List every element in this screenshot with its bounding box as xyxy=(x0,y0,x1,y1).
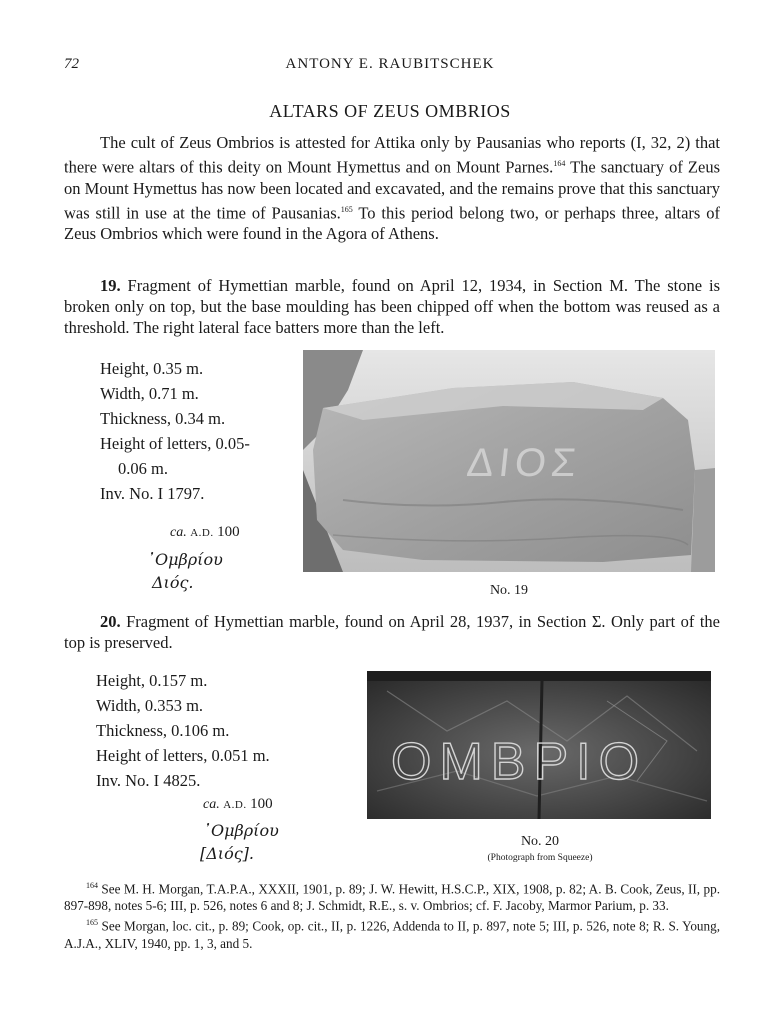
entry-20-date xyxy=(203,796,273,813)
entry-19-letter-height: Height of letters, 0.05- xyxy=(100,434,250,453)
entry-19-greek-line-1: ᾿Ομβρίου xyxy=(147,550,223,569)
entry-20-date-ad: A.D. xyxy=(223,799,247,811)
entry-19-description xyxy=(64,275,720,338)
entry-20-letter-height: Height of letters, 0.051 m. xyxy=(96,746,270,765)
entry-19-date-ca: ca. xyxy=(170,525,187,540)
running-head: ANTONY E. RAUBITSCHEK xyxy=(285,56,495,72)
page-number: 72 xyxy=(64,56,79,72)
entry-19-width: Width, 0.71 m. xyxy=(100,384,199,403)
intro-paragraph xyxy=(64,132,720,244)
intro-text-3: To this period belong two, or perhaps three, altars of Zeus Ombrios which were found in the Agora of Athens. xyxy=(64,203,720,243)
entry-20-thickness: Thickness, 0.106 m. xyxy=(96,721,230,740)
entry-20-width: Width, 0.353 m. xyxy=(96,696,204,715)
footnote-164 xyxy=(64,877,720,914)
entry-19-date-year: 100 xyxy=(217,524,240,540)
entry-20-number: 20. xyxy=(100,612,121,631)
photo-20-subcaption: (Photograph from Squeeze) xyxy=(487,853,593,863)
footnote-ref-165: 165 xyxy=(340,204,353,214)
entry-20-description xyxy=(64,611,720,653)
entry-20-date-ca: ca. xyxy=(203,797,220,812)
entry-19-letter-height-cont: 0.06 m. xyxy=(118,459,168,478)
photo-19-image xyxy=(303,350,715,572)
photo-no-19 xyxy=(303,350,715,572)
photo-20-caption: No. 20 xyxy=(520,834,560,849)
entry-19-specs xyxy=(100,356,250,506)
entry-20-inventory: Inv. No. I 4825. xyxy=(96,771,201,790)
entry-20-height: Height, 0.157 m. xyxy=(96,671,208,690)
entry-19-text: Fragment of Hymettian marble, found on April 12, 1934, in Section M. The stone is broken only on top, but the base moulding has been chipped off when the bottom was reused as a threshold. The right lateral face batters more than the left. xyxy=(64,276,720,337)
footnote-165-marker: 165 xyxy=(86,918,98,928)
intro-text-2: The sanctuary of Zeus on Mount Hymettus has now been located and excavated, and the remains prove that this sanctuary was still in use at the time of Pausanias. xyxy=(64,157,720,222)
footnote-164-marker: 164 xyxy=(86,881,98,890)
photo-20-image xyxy=(367,671,711,819)
entry-19-thickness: Thickness, 0.34 m. xyxy=(100,409,226,428)
photo-19-caption: No. 19 xyxy=(489,583,529,598)
footnote-ref-164: 164 xyxy=(553,159,566,168)
entry-20-greek-line-2: [Διός]. xyxy=(200,844,254,863)
entry-20-specs xyxy=(96,668,270,793)
photo-20-inscription: ΟΜΒΡΙΟ xyxy=(391,733,648,791)
section-title: ALTARS OF ZEUS OMBRIOS xyxy=(269,101,511,121)
photo-no-20 xyxy=(367,671,711,819)
footnote-165-text: See Morgan, loc. cit., p. 89; Cook, op. cit., II, p. 1226, Addenda to II, p. 897, note 5; III, p. 526, note 8; R. S. Young, A.J.A., XLIV, 1940, pp. 1, 3, and 5. xyxy=(64,918,720,951)
footnote-165 xyxy=(64,914,720,951)
entry-19-date-ad: A.D. xyxy=(190,527,214,539)
entry-19-date xyxy=(170,524,240,541)
entry-20-greek-line-1: ᾿Ομβρίου xyxy=(203,821,279,840)
footnotes xyxy=(64,877,720,952)
entry-20-date-year: 100 xyxy=(250,796,273,812)
entry-19-inventory: Inv. No. I 1797. xyxy=(100,484,205,503)
intro-text-1: The cult of Zeus Ombrios is attested for Attika only by Pausanias who reports (I, 32, 2) that there were altars of this deity on Mount Hymettus and on Mount Parnes. xyxy=(64,133,720,177)
entry-19-number: 19. xyxy=(100,276,121,295)
footnote-164-text: See M. H. Morgan, T.A.P.A., XXXII, 1901, p. 89; J. W. Hewitt, H.S.C.P., XIX, 1908, p. 82; A. B. Cook, Zeus, II, pp. 897-898, notes 5-6; III, p. 526, notes 6 and 8; J. Schmidt, R.E., s. v. Ombrios; cf. F. Jacoby, Marmor Parium, p. 33. xyxy=(64,881,720,914)
entry-19-greek-line-2: Διός. xyxy=(152,573,194,592)
photo-19-inscription: ΔΙΟΣ xyxy=(464,441,584,485)
entry-20-text: Fragment of Hymettian marble, found on April 28, 1937, in Section Σ. Only part of the top is preserved. xyxy=(64,612,720,652)
entry-19-height: Height, 0.35 m. xyxy=(100,359,204,378)
